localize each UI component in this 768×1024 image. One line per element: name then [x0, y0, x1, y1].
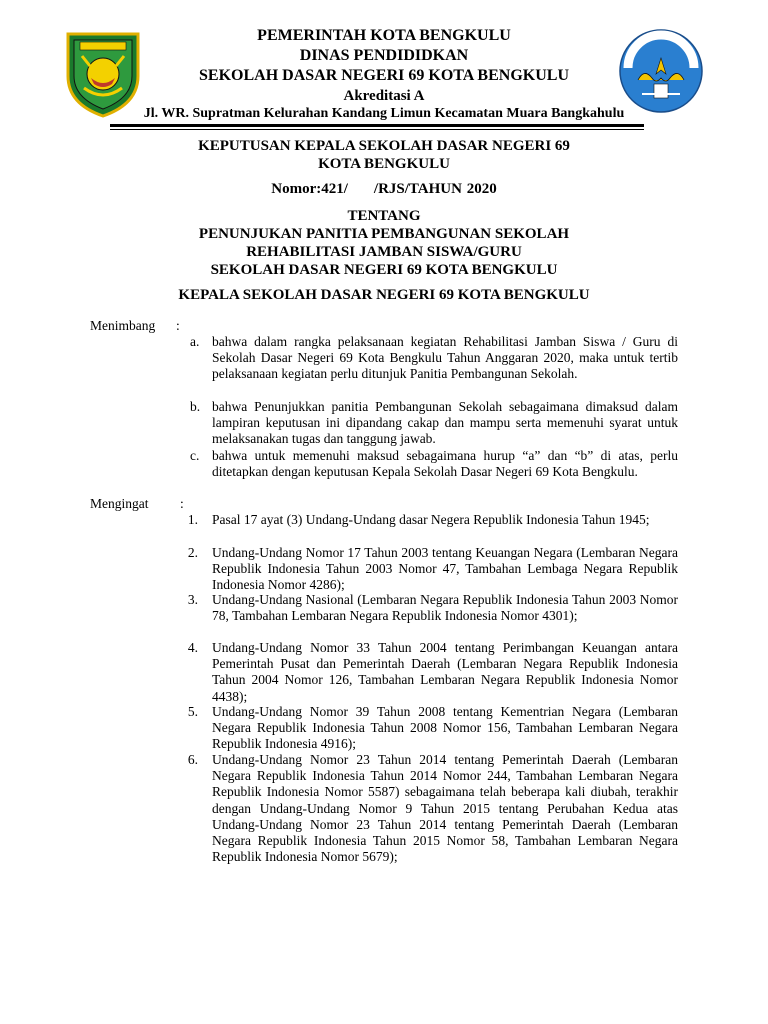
letterhead-accreditation: Akreditasi A	[343, 88, 425, 104]
decree-subject-line2: REHABILITASI JAMBAN SISWA/GURU	[246, 244, 522, 260]
decree-subject-line3: SEKOLAH DASAR NEGERI 69 KOTA BENGKULU	[210, 262, 558, 278]
letterhead	[140, 26, 628, 106]
mengingat-number-3: 3.	[187, 592, 198, 607]
decree-title-line1: KEPUTUSAN KEPALA SEKOLAH DASAR NEGERI 69	[198, 138, 570, 154]
decree-title-line2: KOTA BENGKULU	[318, 156, 450, 172]
menimbang-marker-a: a.	[190, 334, 200, 349]
menimbang-marker-c: c.	[190, 448, 200, 463]
mengingat-item-1: Pasal 17 ayat (3) Undang-Undang dasar Negera Republik Indonesia Tahun 1945;	[212, 512, 650, 527]
mengingat-number-2: 2.	[187, 545, 198, 560]
letterhead-address: Jl. WR. Supratman Kelurahan Kandang Limun Kecamatan Muara Bangkahulu	[143, 106, 625, 121]
mengingat-item-4: Undang-Undang Nomor 33 Tahun 2004 tentang Perimbangan Keuangan antara Pemerintah Pusat dan Pemerintah Daerah (Lembaran Negara Republik Indonesia Tahun 2004 Nomor 126, Tambahan Lembaran Negara Republik Indonesia Nomor 4438);	[212, 640, 678, 704]
decree-issuer: KEPALA SEKOLAH DASAR NEGERI 69 KOTA BENGKULU	[178, 287, 590, 303]
mengingat-colon: :	[180, 496, 184, 511]
menimbang-colon: :	[176, 318, 180, 333]
menimbang-item-b: bahwa Penunjukkan panitia Pembangunan Sekolah sebagaimana dimaksud dalam lampiran keputusan ini dipandang cakap dan mampu serta memenuhi syarat untuk melaksanakan tugas dan tanggung jawab.	[212, 399, 678, 447]
menimbang-item-c: bahwa untuk memenuhi maksud sebagaimana hurup “a” dan “b” di atas, perlu ditetapkan dengan keputusan Kepala Sekolah Dasar Negeri 69 Kota Bengkulu.	[212, 448, 678, 480]
mengingat-item-6: Undang-Undang Nomor 23 Tahun 2014 tentang Pemerintah Daerah (Lembaran Negara Republik Indonesia Tahun 2014 Nomor 244, Tambahan Lembaran Negara Republik Indonesia Nomor 5587) sebagaimana telah beberapa kali diubah, terakhir dengan Undang-Undang Nomor 9 Tahun 2015 tentang Perubahan Kedua atas Undang-Undang Nomor 23 Tahun 2014 tentang Pemerintah Daerah (Lembaran Negara Republik Indonesia Tahun 2015 Nomor 58, Tambahan Lembaran Negara Republik Indonesia Nomor 5679);	[212, 752, 678, 865]
mengingat-number-5: 5.	[187, 704, 198, 719]
mengingat-number-1: 1.	[187, 512, 198, 527]
letterhead-rule-thin	[110, 129, 644, 130]
mengingat-item-2: Undang-Undang Nomor 17 Tahun 2003 tentang Keuangan Negara (Lembaran Negara Republik Indonesia Tahun 2003 Nomor 47, Tambahan Lembaga Negara Republik Indonesia Nomor 4286);	[212, 545, 678, 593]
mengingat-item-3: Undang-Undang Nasional (Lembaran Negara Republik Indonesia Tahun 2003 Nomor 78, Tambahan Lembaran Negara Republik Indonesia Nomor 4301);	[212, 592, 678, 624]
decree-number-prefix: Nomor:421/	[271, 181, 348, 197]
mengingat-item-5: Undang-Undang Nomor 39 Tahun 2008 tentang Kementrian Negara (Lembaran Negara Republik Indonesia Tahun 2008 Nomor 156, Tambahan Lembaran Negara Republik Indonesia 4916);	[212, 704, 678, 752]
letterhead-school: SEKOLAH DASAR NEGERI 69 KOTA BENGKULU	[199, 67, 569, 84]
decree-subject-line1: PENUNJUKAN PANITIA PEMBANGUNAN SEKOLAH	[198, 226, 570, 242]
letterhead-government: PEMERINTAH KOTA BENGKULU	[257, 27, 511, 44]
decree-number-suffix: /RJS/TAHUN 2020	[373, 181, 497, 197]
decree-tentang: TENTANG	[347, 208, 421, 224]
mengingat-label: Mengingat	[90, 496, 149, 511]
menimbang-label: Menimbang	[90, 318, 156, 333]
mengingat-number-4: 4.	[187, 640, 198, 655]
kota-bengkulu-logo	[60, 26, 146, 118]
decree-title	[0, 137, 768, 173]
tut-wuri-handayani-logo	[618, 28, 704, 114]
menimbang-item-a: bahwa dalam rangka pelaksanaan kegiatan Rehabilitasi Jamban Siswa / Guru di Sekolah Dasar Negeri 69 Kota Bengkulu Tahun Anggaran 2020, maka untuk tertib pelaksanaan kegiatan perlu ditunjuk Panitia Pembangunan Sekolah.	[212, 334, 678, 382]
decree-subject	[0, 207, 768, 279]
letterhead-rule-thick	[110, 124, 644, 127]
menimbang-marker-b: b.	[190, 399, 201, 414]
decree-number	[0, 180, 768, 198]
letterhead-department: DINAS PENDIDIDKAN	[299, 47, 469, 64]
mengingat-number-6: 6.	[187, 752, 198, 767]
